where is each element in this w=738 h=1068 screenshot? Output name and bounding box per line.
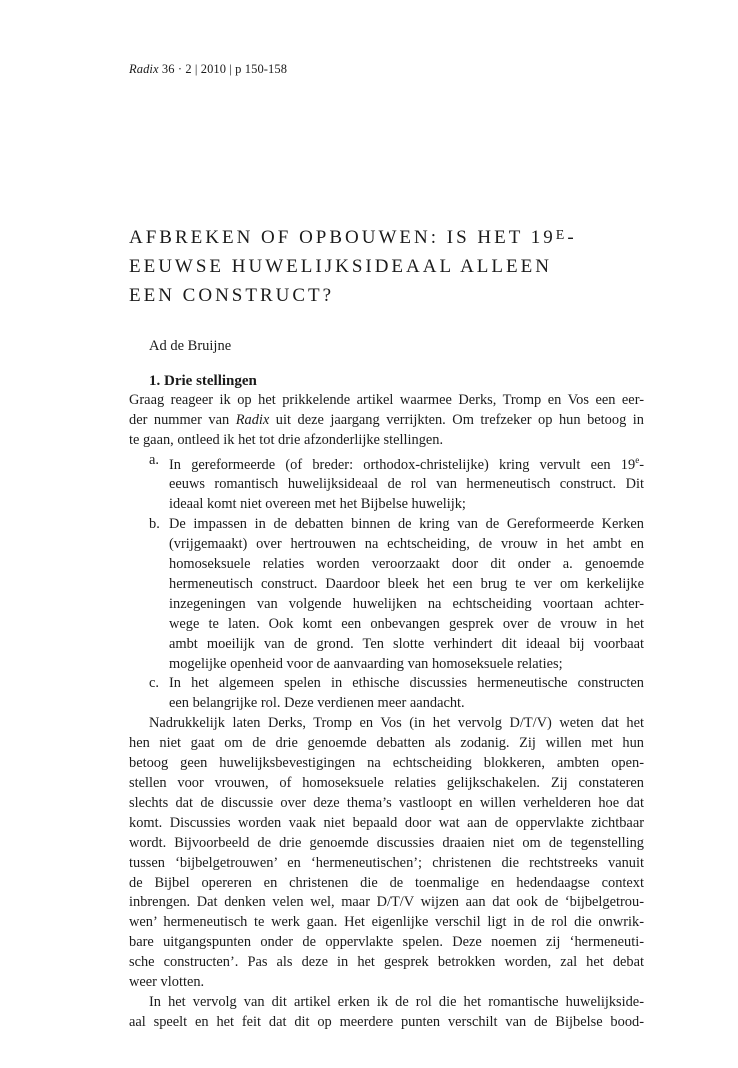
running-header: [129, 62, 287, 77]
intro-paragraph: [129, 391, 644, 451]
author-name: Ad de Bruijne: [149, 338, 232, 354]
paragraph-line: stellen voor vrouwen, of homoseksuele relaties gelijkschakelen. Zij constateren: [129, 775, 644, 792]
journal-name: Radix: [129, 62, 159, 76]
list-line: mogelijke openheid voor de aanvaarding van homoseksuele relaties;: [169, 655, 563, 672]
list-marker: b.: [149, 516, 160, 533]
journal-name-italic: Radix: [235, 411, 270, 428]
list-line: homoseksuele relaties worden veroorzaakt door dit onder a. genoemde: [169, 556, 644, 573]
list-item-c: [129, 674, 644, 714]
title-superscript: E: [555, 228, 568, 243]
list-line: wege te laten. Ook komt een onbevangen gesprek over de vrouw in het: [169, 615, 644, 632]
intro-line-2-post: uit deze jaargang verrijkten. Om trefzeker op hun betoog in: [269, 411, 644, 428]
paragraph-line: inbrengen. Dat denken velen wel, maar D/T/V wijzen aan dat ook de ‘bijbelgetrou-: [129, 894, 644, 911]
list-item-b: [129, 515, 644, 674]
paragraph-line: tussen ‘bijbelgetrouwen’ en ‘hermeneutischen’; christenen die rechtstreeks vanuit: [129, 854, 644, 871]
paragraph-line: In het vervolg van dit artikel erken ik de rol die het romantische huwelijkside-: [149, 993, 644, 1010]
paragraph-2: [129, 993, 644, 1033]
list-line: In gereformeerde (of breder: orthodox-christelijke) kring vervult een 19e-: [169, 454, 644, 473]
paragraph-line: weer vlotten.: [129, 974, 205, 991]
paragraph-line: bare uitgangspunten onder de oppervlakte spelen. Deze noemen zij ‘hermeneuti-: [129, 934, 644, 951]
paragraph-line: betoog geen huwelijksbevestigingen na echtscheiding blokkeren, ambten open-: [129, 755, 644, 772]
title-part-c: -: [567, 227, 577, 248]
list-line: ideaal komt niet overeen met het Bijbelse huwelijk;: [169, 496, 466, 513]
list-item-a: [129, 451, 644, 516]
ordinal-superscript: e: [635, 454, 640, 465]
title-line-2: EEUWSE HUWELIJKSIDEAAL ALLEEN: [129, 256, 552, 277]
list-line: eeuws romantisch huwelijksideaal de rol van hermeneutisch construct. Dit: [169, 476, 644, 493]
list-line: ambt moeilijk van de grond. Ten slotte verhindert dit ideaal bij voorbaat: [169, 635, 644, 652]
paragraph-line: wen’ hermeneutisch te werk gaan. Het eigenlijke verschil ligt in de rol die onwrik-: [129, 914, 644, 931]
journal-citation: 36 · 2 | 2010 | p 150-158: [161, 62, 288, 76]
title-part-b: IS HET 19: [446, 227, 556, 248]
paragraph-line: slechts dat de discussie over deze thema’s vastloopt en willen verhelderen hoe dat: [129, 794, 644, 811]
paragraph-line: Nadrukkelijk laten Derks, Tromp en Vos (in het vervolg D/T/V) weten dat het: [149, 715, 644, 732]
intro-line-2-pre: der nummer van: [129, 411, 236, 428]
list-line: In het algemeen spelen in ethische discussies hermeneutische constructen: [169, 675, 644, 692]
intro-line-3: te gaan, ontleed ik het tot drie afzonderlijke stellingen.: [129, 431, 444, 448]
intro-line-1: Graag reageer ik op het prikkelende artikel waarmee Derks, Tromp en Vos een eer-: [129, 392, 644, 408]
intro-line-2: [129, 411, 644, 431]
list-line: (vrijgemaakt) over hertrouwen na echtscheiding, de vrouw in het ambt en: [169, 536, 644, 553]
title-part-a: AFBREKEN OF OPBOUWEN:: [129, 227, 447, 248]
paragraph-line: komt. Discussies worden vaak niet bepaald door wat aan de oppervlakte zichtbaar: [129, 814, 644, 831]
thesis-list: [129, 451, 644, 715]
list-marker: c.: [149, 675, 159, 692]
paragraph-1: [129, 714, 644, 993]
paragraph-line: sche constructen’. Pas als deze in het gesprek betrokken worden, zal het debat: [129, 954, 644, 971]
list-line: De impassen in de debatten binnen de kring van de Gereformeerde Kerken: [169, 516, 644, 533]
article-title: [129, 223, 689, 310]
section-heading: 1. Drie stellingen: [149, 373, 257, 389]
paragraph-line: wordt. Bijvoorbeeld de drie genoemde discussies draaien niet om de tegenstelling: [129, 834, 644, 851]
list-line: inzegeningen van volgende huwelijken na echtscheiding voortaan achter-: [169, 595, 644, 612]
title-line-1: [129, 223, 689, 252]
article-body: [129, 371, 644, 1033]
list-line: hermeneutisch construct. Daardoor bleek het een brug te ver om kerkelijke: [169, 575, 644, 592]
title-line-3: EEN CONSTRUCT?: [129, 285, 335, 306]
list-line: een belangrijke rol. Deze verdienen meer aandacht.: [169, 695, 465, 712]
paragraph-line: aal speelt en het feit dat dit op meerdere punten verschilt van de Bijbelse bood-: [129, 1013, 644, 1030]
paragraph-line: de Bijbel opereren en christenen die de toenmalige en hedendaagse context: [129, 874, 644, 891]
paragraph-line: hen niet gaat om de drie genoemde debatten als zodanig. Zij willen met hun: [129, 735, 644, 752]
list-marker: a.: [149, 451, 159, 468]
